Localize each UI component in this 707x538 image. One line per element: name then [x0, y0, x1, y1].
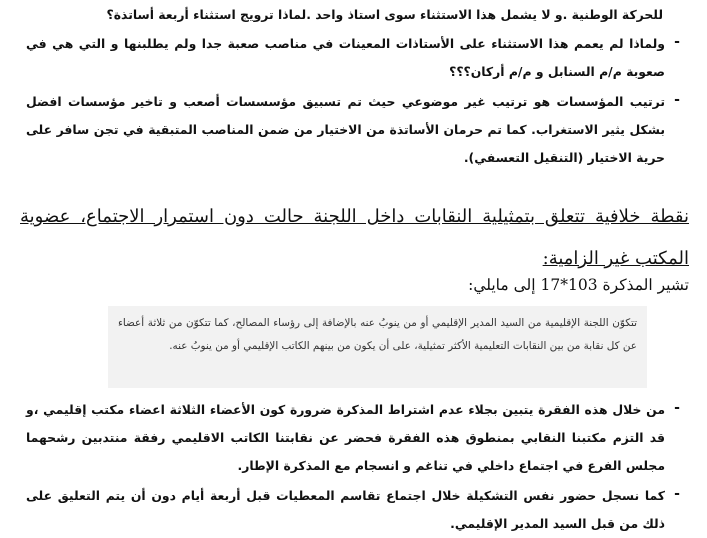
bullet-text: كما نسجل حضور نفس التشكيلة خلال اجتماع تقاسم المعطيات قبل أربعة أيام دون أن يتم التعليق على ذلك من قبل السيد المدير الإقليمي.: [26, 488, 665, 531]
bullet-dash: -: [674, 34, 680, 50]
bullet-dash: -: [674, 92, 680, 108]
bullet-item: [26, 88, 689, 172]
memo-quote: تتكوّن اللجنة الإقليمية من السيد المدير الإقليمي أو من ينوبُ عنه بالإضافة إلى رؤساء المصالح، كما تتكوّن من ثلاثة أعضاء عن كل نقابة من بين النقابات التعليمية الأكثر تمثيلية، على أن يكون من بينهم الكاتب الإقليمي أو من ينوبُ عنه.: [108, 306, 647, 388]
bullet-text: من خلال هذه الفقرة يتبين بجلاء عدم اشتراط المذكرة ضرورة كون الأعضاء الثلاثة اعضاء مكتب إقليمي ،و قد التزم مكتبنا النقابي بمنطوق هذه الفقرة فحضر عن نقابتنا الكاتب الاقليمي رفقة منتدبين رشحهما مجلس الفرع في اجتماع داخلي في تناغم و انسجام مع المذكرة الإطار.: [26, 402, 665, 473]
memo-reference: تشير المذكرة 103*17 إلى مايلي:: [468, 276, 689, 294]
bullet-dash: -: [674, 400, 680, 416]
bullet-text: ترتيب المؤسسات هو ترتيب غير موضوعي حيث تم تسبيق مؤسسسات أصعب و تاخير مؤسسات افضل بشكل يثير الاستغراب. كما تم حرمان الأساتذة من الاختيار من ضمن المناصب المتبقية في تجن سافر على حرية الاختيار (التنقيل التعسفي).: [26, 94, 665, 165]
bullet-dash: -: [674, 486, 680, 502]
bullet-text: ولماذا لم يعمم هذا الاستثناء على الأستاذات المعينات في مناصب صعبة جدا ولم يطلبنها و التي هي في صعوبة م/م السنابل و م/م أركان؟؟؟: [26, 36, 665, 79]
bullet-item: [26, 482, 689, 538]
bullet-item: [26, 396, 689, 480]
bullet-item: [26, 30, 689, 86]
section-heading: نقطة خلافية تتعلق بتمثيلية النقابات داخل اللجنة حالت دون استمرار الاجتماع، عضوية المكتب غير الزامية:: [20, 206, 689, 269]
intro-line: للحركة الوطنية .و لا يشمل هذا الاستثناء سوى استاذ واحد .لماذا ترويج استثناء أربعة أساتذة؟: [106, 7, 663, 22]
